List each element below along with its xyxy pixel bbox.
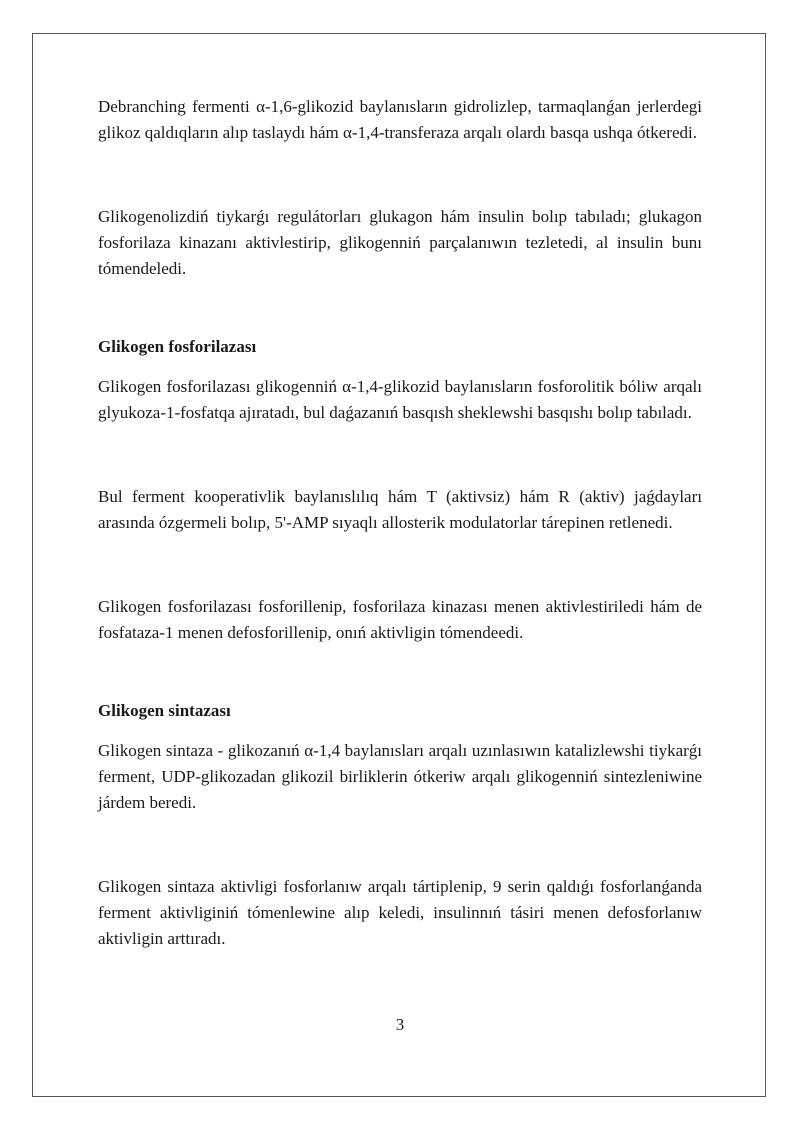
- paragraph-synthase-function: Glikogen sintaza - glikozanıń α-1,4 baylanısları arqalı uzınlasıwın katalizlewshi tiykarǵı ferment, UDP-glikozadan glikozil birliklerin ótkeriw arqalı glikogenniń sintezleniwine járdem beredi.: [98, 741, 702, 812]
- heading-glycogen-synthase: Glikogen sintazası: [98, 701, 231, 720]
- paragraph-phosphorylase-regulation: Bul ferment kooperativlik baylanıslılıq hám T (aktivsiz) hám R (aktiv) jaǵdayları arasında ózgermeli bolıp, 5'-AMP sıyaqlı allosterik modulatorlar tárepinen retlenedi.: [98, 487, 702, 532]
- document-body: [98, 94, 702, 952]
- paragraph-debranching: Debranching fermenti α-1,6-glikozid baylanısların gidrolizlep, tarmaqlanǵan jerlerdegi glikoz qaldıqların alıp taslaydı hám α-1,4-transferaza arqalı olardı basqa ushqa ótkeredi.: [98, 97, 702, 142]
- paragraph-regulators: Glikogenolizdiń tiykarǵı regulátorları glukagon hám insulin bolıp tabıladı; glukagon fosforilaza kinazanı aktivlestirip, glikogenniń parçalanıwın tezletedi, al insulin bunı tómendeledi.: [98, 207, 702, 278]
- heading-glycogen-phosphorylase: Glikogen fosforilazası: [98, 337, 257, 356]
- paragraph-phosphorylase-function: Glikogen fosforilazası glikogenniń α-1,4-glikozid baylanısların fosforolitik bóliw arqalı glyukoza-1-fosfatqa ajıratadı, bul daǵazanıń basqısh sheklewshi basqıshı bolıp tabıladı.: [98, 377, 702, 422]
- paragraph-phosphorylase-activation: Glikogen fosforilazası fosforillenip, fosforilaza kinazası menen aktivlestiriledi hám de fosfataza-1 menen defosforillenip, onıń aktivligin tómendeedi.: [98, 597, 702, 642]
- paragraph-synthase-regulation: Glikogen sintaza aktivligi fosforlanıw arqalı tártiplenip, 9 serin qaldıǵı fosforlanǵanda ferment aktivliginiń tómenlewine alıp keledi, insulinnıń tásiri menen defosforlanıw aktivligin arttıradı.: [98, 877, 702, 948]
- page-number: 3: [395, 1015, 405, 1034]
